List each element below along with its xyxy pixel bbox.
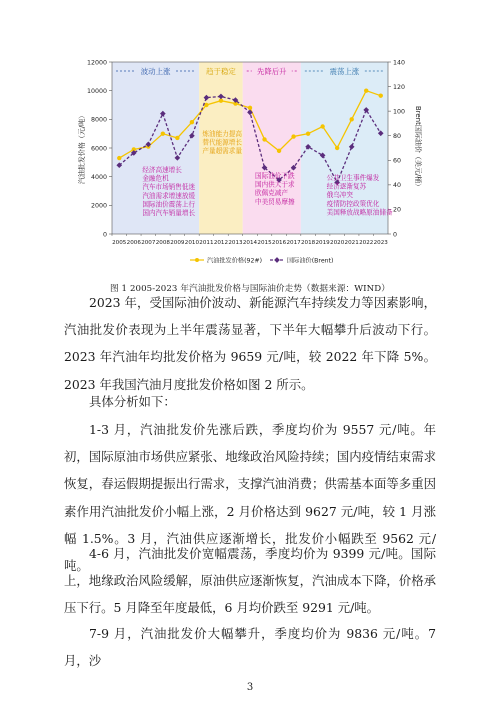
- annotation-line: 汽油需求增速放缓: [142, 191, 196, 200]
- right-axis-tick-label: 60: [393, 157, 402, 165]
- legend-label: 汽油批发价格(92#): [207, 257, 263, 265]
- right-axis-tick-label: 80: [393, 133, 402, 141]
- x-axis-tick-label: 2013: [228, 240, 243, 246]
- series-point: [248, 106, 252, 110]
- paragraph-q1-text: 1-3 月，汽油批发价先涨后跌，季度均价为 9557 元/吨。年初，国际原油市场供应紧张、地缘政治风险持续；国内疫情结束需求恢复，春运假期提振出行需求，支撑汽油消费；供需基本面等多重因素作用汽油批发价小幅上涨，2 月价格达到 9627 元/吨，较 1 月涨幅 1.5%。3 月，汽油供应逐渐增长，批发价小幅跌至 9562 元/吨。: [64, 422, 436, 574]
- annotation-line: 俄乌冲突: [326, 191, 354, 200]
- annotation-line: 欧佩克减产: [255, 189, 288, 198]
- x-axis-tick-label: 2014: [242, 240, 258, 246]
- annotation-line: 汽车市场销售低迷: [142, 183, 196, 192]
- phase-label: 先降后升: [257, 67, 287, 76]
- annotation-line: 替代能源增长: [202, 138, 242, 147]
- legend-label: 国际油价(Brent): [287, 257, 334, 265]
- series-point: [161, 131, 165, 135]
- series-point: [364, 88, 368, 92]
- paragraph-q3-text: 7-9 月，汽油批发价大幅攀升，季度均价为 9836 元/吨。7 月，沙: [64, 626, 436, 669]
- left-axis-tick-label: 12000: [86, 59, 107, 67]
- left-axis-tick-label: 10000: [86, 87, 107, 95]
- paragraph-intro: [64, 388, 436, 415]
- right-axis-tick-label: 140: [393, 59, 406, 67]
- legend-swatch-marker: [195, 258, 199, 262]
- x-axis-tick-label: 2010: [184, 240, 200, 246]
- series-point: [262, 137, 266, 141]
- annotation-line: 经济逐渐复苏: [326, 182, 367, 191]
- x-axis-tick-label: 2006: [126, 240, 141, 246]
- right-axis-tick-label: 100: [393, 108, 406, 116]
- annotation-line: 国内汽车销量增长: [142, 209, 196, 217]
- annotation-line: 国际油价震荡上行: [142, 200, 196, 209]
- series-point: [320, 124, 324, 128]
- right-axis-tick-label: 120: [393, 83, 406, 91]
- x-axis-tick-label: 2007: [141, 240, 156, 246]
- annotation-line: 炼油能力提高: [202, 130, 242, 138]
- paragraph-q2-text: 4-6 月，汽油批发价宽幅震荡，季度均价为 9399 元/吨。国际上，地缘政治风险缓解，原油供应逐渐恢复，汽油成本下降，价格承压下行。5 月降至年度最低，6 月均价跌至 9291 元/吨。: [64, 546, 436, 616]
- paragraph-intro-text: 具体分析如下：: [89, 394, 176, 409]
- x-axis-tick-label: 2021: [344, 240, 359, 246]
- left-axis-tick-label: 0: [102, 231, 107, 239]
- legend-swatch-marker: [274, 257, 280, 263]
- left-axis-tick-label: 2000: [90, 202, 107, 210]
- x-axis-tick-label: 2012: [213, 240, 229, 246]
- series-point: [335, 146, 339, 150]
- price-trend-chart: [70, 48, 430, 278]
- annotation-line: 公共卫生事件爆发: [326, 174, 380, 182]
- right-axis-tick-label: 0: [393, 231, 398, 239]
- left-axis-tick-label: 4000: [90, 173, 107, 181]
- annotation-line: 金融危机: [142, 174, 169, 183]
- right-axis-tick-label: 20: [393, 206, 402, 214]
- page-number: 3: [246, 682, 254, 693]
- series-point: [190, 120, 194, 124]
- figure-caption: 图 1 2005-2023 年汽油批发价格与国际油价走势（数据来源：WIND）: [110, 284, 390, 294]
- x-axis-tick-label: 2008: [155, 240, 170, 246]
- x-axis-tick-label: 2020: [330, 240, 345, 246]
- series-point: [306, 131, 310, 135]
- right-axis-tick-label: 40: [393, 182, 402, 190]
- x-axis-tick-label: 2011: [199, 240, 214, 246]
- x-axis-tick-label: 2016: [271, 240, 287, 246]
- paragraph-overview-text: 2023 年，受国际油价波动、新能源汽车持续发力等因素影响，汽油批发价表现为上半年震荡显著，下半年大幅攀升后波动下行。2023 年汽油年均批发价格为 9659 元/吨，较 2022 年下降 5%。2023 年我国汽油月度批发价格如图 2 所示。: [64, 295, 436, 392]
- series-point: [379, 93, 383, 97]
- phase-label: 震荡上涨: [329, 67, 360, 76]
- phase-label: 趋于稳定: [206, 67, 236, 76]
- annotation-line: 美国释放战略原油储备: [326, 208, 393, 217]
- annotation-line: 经济高速增长: [142, 166, 182, 174]
- annotation-line: 中美贸易摩擦: [255, 197, 295, 206]
- annotation-line: 国内供大于求: [255, 180, 295, 189]
- series-point: [175, 136, 179, 140]
- series-point: [117, 156, 121, 160]
- chart-svg: [70, 48, 430, 278]
- left-axis-title: 汽油批发价格（元/吨）: [78, 111, 86, 185]
- series-point: [349, 117, 353, 121]
- x-axis-tick-label: 2005: [112, 240, 127, 246]
- left-axis-tick-label: 6000: [90, 145, 107, 153]
- paragraph-q3: [64, 620, 436, 674]
- x-axis-tick-label: 2009: [170, 240, 185, 246]
- right-axis-title: Brent国际油价（美元/桶）: [414, 105, 422, 191]
- x-axis-tick-label: 2015: [257, 240, 272, 246]
- series-point: [277, 149, 281, 153]
- paragraph-overview: [64, 289, 436, 398]
- annotation-line: 疫情防控政策优化: [326, 199, 380, 208]
- phase-band: [243, 62, 301, 234]
- x-axis-tick-label: 2017: [286, 240, 301, 246]
- x-axis-tick-label: 2018: [300, 240, 316, 246]
- series-point: [291, 134, 295, 138]
- x-axis-tick-label: 2022: [359, 240, 374, 246]
- x-axis-tick-label: 2019: [315, 240, 330, 246]
- left-axis-tick-label: 8000: [90, 116, 107, 124]
- annotation-line: 国际油价下跌: [255, 172, 295, 180]
- annotation-line: 产量超需求量: [202, 147, 242, 156]
- phase-label: 波动上涨: [140, 67, 171, 76]
- paragraph-q2: [64, 540, 436, 622]
- x-axis-tick-label: 2023: [373, 240, 388, 246]
